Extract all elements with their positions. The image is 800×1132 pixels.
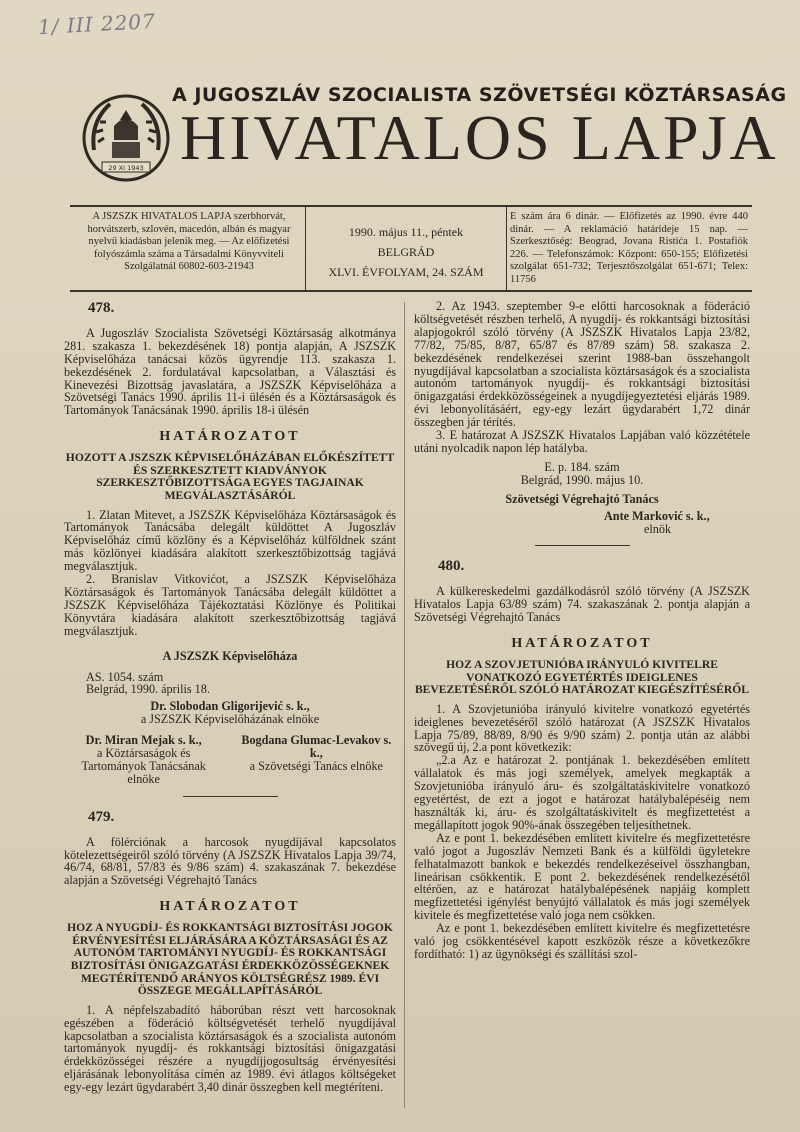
issue-date: 1990. május 11., péntek bbox=[348, 225, 464, 239]
doc-478-heading: HATÁROZATOT bbox=[159, 429, 301, 445]
header-issue-info bbox=[308, 222, 504, 282]
doc-478-sig3-role: a Szövetségi Tanács elnöke bbox=[249, 758, 383, 773]
doc-478-ref: AS. 1054. szám bbox=[86, 669, 164, 684]
doc-478-p2: 2. Branislav Vitkovićot, a JSZSZK Képviselőháza Köztársaságok és Tartományok Tanácsába delegált küldöttet a JSZSZK Képviselőháza Tájékoztatási Közlönye és Politikai Könyvtára kiadására alakított szerkesztőbizottság tagjává megválasztjuk. bbox=[64, 572, 396, 638]
header-publication-info: A JSZSZK HIVATALOS LAPJA szerbhorvát, horvátszerb, szlovén, macedón, albán és magyar nyelvű kiadásban jelenik meg. — Az előfizetési folyószámla száma a Társadalmi Könyvviteli Szolgálatnál 60802-603-21943 bbox=[87, 211, 291, 272]
doc-479-number: 479. bbox=[88, 808, 115, 825]
doc-480-p3: Az e pont 1. bekezdésében említett kivitelre és megfizettetésre való jogot a Jugoszláv Nemzeti Bank és a külföldi ügyletekre felhatalmazott bankok e bekezdés rendelkezéseivel összhangban, lineárisan csökkentik. E pont 2. bekezdésének rendelkezésétől eltérően, az e határozat hatálybalépésének napjáig komplett megfizettetési igénylést benyújtó vállalatok és más jogi személyek kivitele és megfizettetése való joga nem csökken. bbox=[414, 830, 750, 923]
doc-478-sig3-name: Bogdana Glumac-Levakov s. k., bbox=[241, 733, 392, 761]
doc-478-sig1-role: a JSZSZK Képviselőházának elnöke bbox=[140, 712, 320, 727]
separator bbox=[535, 545, 630, 546]
doc-479-issuer: Szövetségi Végrehajtó Tanács bbox=[505, 491, 659, 506]
doc-480-p4: Az e pont 1. bekezdésében említett kivitelre és megfizettetésre való jog csökkentésével kapott eszközök része a következőkre fordítható: 1) az ügynökségi és szállítási szol- bbox=[414, 921, 750, 961]
header-divider-right bbox=[506, 207, 507, 290]
issue-volume: XLVI. ÉVFOLYAM, 24. SZÁM bbox=[328, 265, 484, 279]
masthead-supertitle: A JUGOSZLÁV SZOCIALISTA SZÖVETSÉGI KÖZTÁRSASÁG bbox=[172, 84, 787, 106]
doc-478-sig2-role: a Köztársaságok és Tartományok Tanácsának elnöke bbox=[81, 746, 206, 786]
right-column bbox=[414, 300, 750, 961]
header-top-rule bbox=[70, 205, 752, 207]
masthead-title: HIVATALOS LAPJA bbox=[180, 102, 779, 173]
doc-478-intro: A Jugoszláv Szocialista Szövetségi Köztársaság alkotmánya 281. szakasza 1. bekezdésének 18) pontja alapján, A JSZSZK Képviselőháza tanácsai közös ügyrendje 113. szakasza 1. bekezdésének 2. fordulatával kapcsolatban, a Választási és Kinevezési Bizottság javaslatára, a JSZSZK Képviselőháza a Szövetségi Tanács 1990. április 11-i ülésén és a Köztársaságok és Tartományok Tanácsának 1990. április 18-i ülésén bbox=[64, 325, 396, 418]
doc-478-p1: 1. Zlatan Mitevet, a JSZSZK Képviselőháza Köztársaságok és Tartományok Tanácsába delegált küldöttet A Jugoszláv Képviselőház című közlöny és a Képviselőház külföldnek szánt más közlönyei kiadására alakított szerkesztőbizottság tagjává megválasztjuk. bbox=[64, 507, 396, 574]
doc-479-heading: HATÁROZATOT bbox=[159, 899, 301, 915]
handwritten-note: 1/ III 2207 bbox=[37, 8, 157, 40]
header-bottom-rule bbox=[70, 290, 752, 292]
header-subscription-info: E szám ára 6 dinár. — Előfizetés az 1990. évre 440 dinár. — A reklamáció határideje 15 nap. — Szerkesztőség: Beograd, Jovana Ristića 1. Postafiók 226. — Telefonszámok: Központ: 650-155; Előfizetési szolgálat 651-732; Terjesztőszolgálat 651-671; Telex: 11756 bbox=[510, 211, 748, 285]
doc-479-ref: E. p. 184. szám bbox=[544, 459, 620, 474]
emblem-date: 29 XI 1943 bbox=[108, 164, 144, 172]
left-column bbox=[64, 300, 396, 1095]
doc-479-p1: 1. A népfelszabadító háborúban részt vett harcosoknak egészében a föderáció költségvetését terhelő nyugdíjával kapcsolatban a szocialista köztársaságok és a szocialista autonóm tartományok nyugdíj- és rokkantsági biztosítási önigazgatási érdekközösségei részére a nyugdíjjogosultság érvényesítési eljárásának lebonyolítása címén az 1989. évi átlagos költségeket egy-egy lezárt ügydarabért 3,40 dinár összegben kell megtéríteni. bbox=[64, 1002, 396, 1095]
doc-478-issuer: A JSZSZK Képviselőháza bbox=[162, 648, 298, 663]
doc-478-place-date: Belgrád, 1990. április 18. bbox=[86, 682, 210, 697]
issue-city: BELGRÁD bbox=[377, 245, 435, 259]
doc-479-sig-role: elnök bbox=[644, 521, 672, 536]
doc-480-number: 480. bbox=[438, 558, 465, 575]
doc-479-intro: A fölérciónak a harcosok nyugdíjával kapcsolatos kötelezettségeiről szóló törvény (A JSZSZK Hivatalos Lapja 39/74, 46/74, 68/81, 57/83 és 9/86 szám) 4. szakaszának 7. bekezdése alapján a Szövetségi Végrehajtó Tanács bbox=[64, 834, 396, 888]
doc-478-number: 478. bbox=[88, 300, 115, 316]
doc-479-p2: 2. Az 1943. szeptember 9-e előtti harcosoknak a föderáció költségvetését részben terhelő, A nyugdíj- és rokkantsági biztosítási alapjogokról szóló törvény (A JSZSZK Hivatalos Lapja 23/82, 77/82, 75/85, 8/87, 65/87 és 87/89 szám) 58. szakasza 2. bekezdésének rendelkezései szerint 1988-ban összehangolt nyugdíjával kapcsolatban a szocialista köztársaságok és a szocialista autonóm tartományok nyugdíj- és rokkantsági biztosítási önigazgatási érdekközösségeinek a nyugdíjegyeztetési eljárás 1989. évi lebonyolításáért, egy-egy lezárt ügydarabért 1,72 dinár összegben jár térítés. bbox=[414, 299, 750, 430]
emblem-icon bbox=[80, 92, 172, 184]
doc-479-place-date: Belgrád, 1990. május 10. bbox=[520, 472, 644, 487]
doc-480-p1: 1. A Szovjetunióba irányuló kivitelre vonatkozó egyetértés ideiglenes bevezetéséről szóló határozat (A JSZSZK Hivatalos Lapja 75/89, 88/89, 8/90 és 9/90 szám) 2. pontja után az alábbi szövegű új, 2.a pont következik: bbox=[414, 701, 750, 755]
doc-478-subheading: HOZOTT A JSZSZK KÉPVISELŐHÁZÁBAN ELŐKÉSZÍTETT ÉS SZERKESZTETT KIADVÁNYOK SZERKESZTŐBIZOTTSÁGA EGYES TAGJAINAK MEGVÁLASZTÁSÁRÓL bbox=[65, 451, 395, 502]
doc-480-subheading: HOZ A SZOVJETUNIÓBA IRÁNYULÓ KIVITELRE VONATKOZÓ EGYETÉRTÉS IDEIGLENES BEVEZETÉSÉRŐL SZÓLÓ HATÁROZAT KIEGÉSZÍTÉSÉRŐL bbox=[414, 657, 750, 697]
doc-479-sig-name: Ante Marković s. k., bbox=[604, 508, 710, 523]
doc-479-p3: 3. E határozat A JSZSZK Hivatalos Lapjában való közzététele utáni nyolcadik napon lép hatályba. bbox=[414, 428, 750, 455]
column-divider bbox=[404, 302, 405, 1108]
separator bbox=[183, 796, 278, 797]
doc-479-subheading: HOZ A NYUGDÍJ- ÉS ROKKANTSÁGI BIZTOSÍTÁSI JOGOK ÉRVÉNYESÍTÉSI ELJÁRÁSÁRA A KÖZTÁRSASÁGI ÉS AZ AUTONÓM TARTOMÁNYI NYUGDÍJ- ÉS ROKKANTSÁGI BIZTOSÍTÁSI ÖNIGAZGATÁSI ÉRDEKKÖZÖSSÉGEKNEK MEGTÉRÍTENDŐ ARÁNYOS KÖLTSÉGRÉSZ 1989. ÉVI ÖSSZEGE MEGÁLLAPÍTÁSÁRÓL bbox=[67, 921, 393, 998]
doc-480-p2: „2.a Az e határozat 2. pontjának 1. bekezdésében említett vállalatok és más jogi személyek, amelyek megkapták a Szovjetunióba irányuló áru- és szolgáltatáskivitelre vonatkozó egyetértést, de ezt a jogot e határozat hatálybalépéséig nem használták ki, áru- és szolgáltatáskivitelt és megfizettetést a megállapított jogok 90%-ának összegében teljesíthetnek. bbox=[414, 753, 750, 832]
header-divider-left bbox=[305, 207, 306, 290]
doc-478-sig2-name: Dr. Miran Mejak s. k., bbox=[85, 733, 202, 748]
doc-478-sig1-name: Dr. Slobodan Gligorijević s. k., bbox=[150, 699, 310, 714]
doc-480-heading: HATÁROZATOT bbox=[511, 636, 653, 652]
doc-480-intro: A külkereskedelmi gazdálkodásról szóló törvény (A JSZSZK Hivatalos Lapja 63/89 szám) 74. szakaszának 2. pontja alapján a Szövetségi Végrehajtó Tanács bbox=[414, 584, 750, 625]
